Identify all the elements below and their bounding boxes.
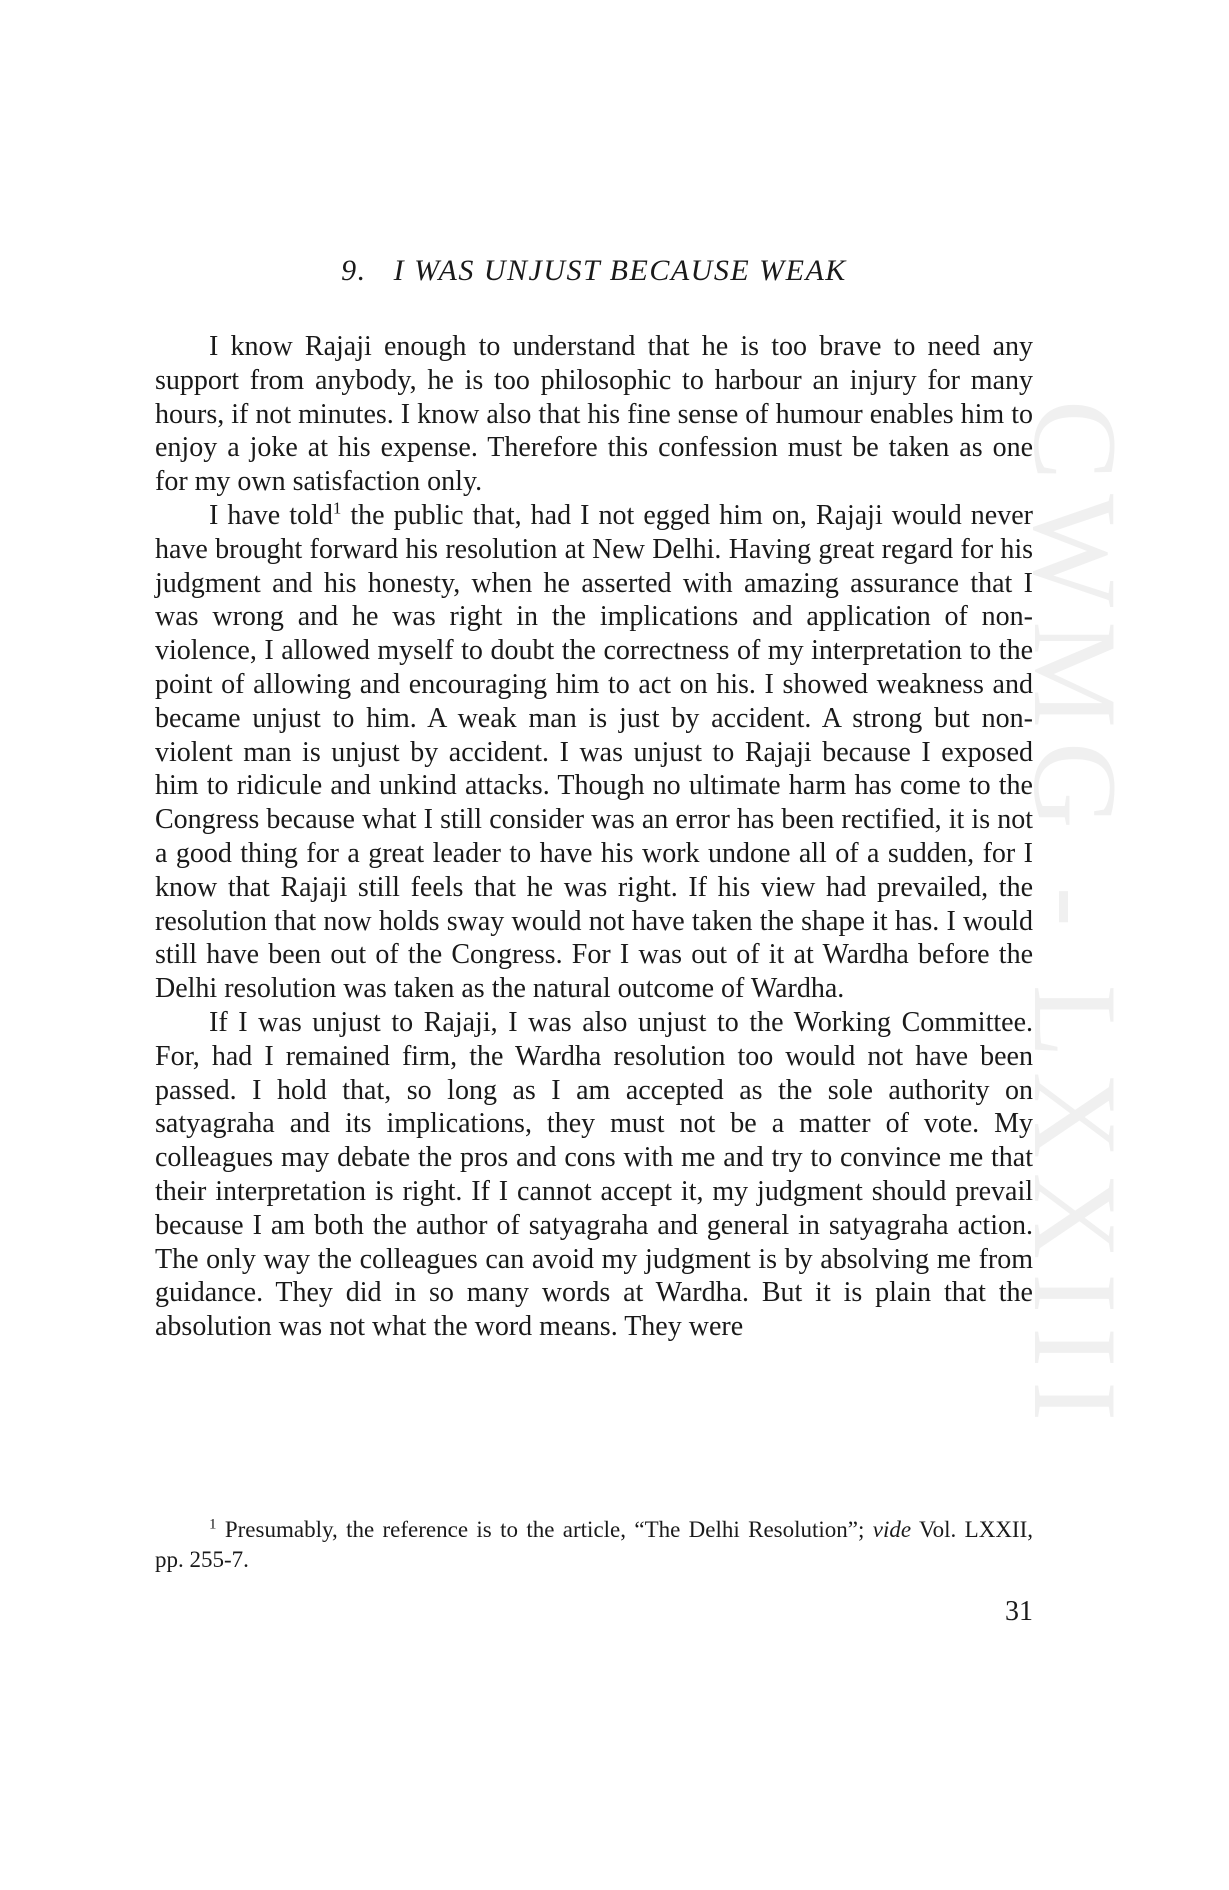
watermark-text: CWMG - LXXIII bbox=[1009, 400, 1142, 1436]
footnotes-section bbox=[155, 1515, 1033, 1575]
paragraph-2 bbox=[155, 499, 1033, 1006]
footnote-text-end: Vol. LXXII, pp. 255-7. bbox=[155, 1517, 1033, 1572]
page-number: 31 bbox=[1005, 1596, 1033, 1627]
footnote-1 bbox=[155, 1515, 1033, 1575]
chapter-heading bbox=[155, 250, 1033, 292]
chapter-number: 9. bbox=[341, 254, 367, 287]
footnote-vide: vide bbox=[872, 1517, 912, 1542]
paragraph-2-rest: the public that, had I not egged him on, Rajaji would never have brought forward his resolution at New Delhi. Having great regard for his judgment and his honesty, when he asserted with amazing assurance that I was wrong and he was right in the implications and application of non-violence, I allowed myself to doubt the correctness of my interpretation to the point of allowing and encouraging him to act on his. I showed weakness and became unjust to him. A weak man is just by accident. A strong but non-violent man is unjust by accident. I was unjust to Rajaji because I exposed him to ridicule and unkind attacks. Though no ultimate harm has come to the Congress because what I still consider was an error has been rectified, it is not a good thing for a great leader to have his work undone all of a sudden, for I know that Rajaji still feels that he was right. If his view had prevailed, the resolution that now holds sway would not have taken the shape it has. I would still have been out of the Congress. For I was out of it at Wardha before the Delhi resolution was taken as the natural outcome of Wardha. bbox=[155, 499, 1033, 1005]
footnote-text-start: Presumably, the reference is to the article, “The Delhi Resolution”; bbox=[216, 1517, 873, 1542]
paragraph-3: If I was unjust to Rajaji, I was also unjust to the Working Committee. For, had I remained firm, the Wardha resolution too would not have been passed. I hold that, so long as I am accepted as the sole authority on satyagraha and its implications, they must not be a matter of vote. My colleagues may debate the pros and cons with me and try to convince me that their interpretation is right. If I cannot accept it, my judgment should prevail because I am both the author of satyagraha and general in satyagraha action. The only way the colleagues can avoid my judgment is by absolving me from guidance. They did in so many words at Wardha. But it is plain that the absolution was not what the word means. They were bbox=[155, 1006, 1033, 1343]
chapter-title: I WAS UNJUST BECAUSE WEAK bbox=[393, 254, 847, 287]
footnote-reference[interactable]: 1 bbox=[332, 498, 342, 518]
paragraph-1: I know Rajaji enough to understand that he is too brave to need any support from anybody, he is too philosophic to harbour an injury for many hours, if not minutes. I know also that his fine sense of humour enables him to enjoy a joke at his expense. Therefore this confession must be taken as one for my own satisfaction only. bbox=[155, 331, 1033, 498]
footnote-marker: 1 bbox=[209, 1516, 217, 1533]
paragraph-2-start: I have told bbox=[209, 499, 333, 531]
page-body bbox=[155, 250, 1033, 1344]
